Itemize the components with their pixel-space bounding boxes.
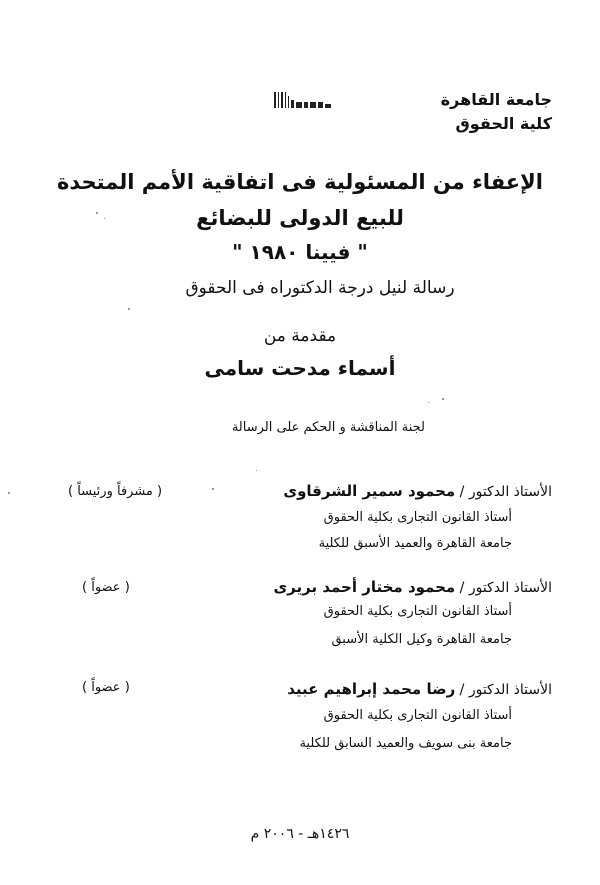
member-2-name: محمود مختار أحمد بريرى <box>273 578 456 596</box>
scan-speck <box>256 470 257 471</box>
degree-line: رسالة لنيل درجة الدكتوراه فى الحقوق <box>185 278 455 298</box>
member-3-title: أستاذ القانون التجارى بكلية الحقوق <box>323 708 512 723</box>
member-1-prefix: الأستاذ الدكتور / <box>459 484 552 500</box>
title-line-1: الإعفاء من المسئولية فى اتفاقية الأمم المتحدة <box>57 170 543 194</box>
scan-speck <box>212 488 214 490</box>
member-2-affiliation: جامعة القاهرة وكيل الكلية الأسبق <box>331 632 512 647</box>
scan-speck <box>442 398 444 400</box>
university-name: جامعة القاهرة <box>440 90 552 109</box>
committee-heading: لجنة المناقشة و الحكم على الرسالة <box>231 420 425 435</box>
barcode-icon <box>272 92 334 108</box>
author-name: أسماء مدحت سامى <box>204 356 396 380</box>
member-2-title: أستاذ القانون التجارى بكلية الحقوق <box>323 604 512 619</box>
scan-speck <box>96 212 98 214</box>
member-2-prefix: الأستاذ الدكتور / <box>459 580 552 596</box>
member-1-role: ( مشرفاً ورئيساً ) <box>68 484 163 499</box>
scan-speck <box>8 492 10 494</box>
title-line-3: " فيينا ١٩٨٠ " <box>232 240 368 264</box>
member-3-affiliation: جامعة بنى سويف والعميد السابق للكلية <box>299 736 512 751</box>
member-3-role: ( عضواً ) <box>82 680 130 695</box>
title-line-2: للبيع الدولى للبضائع <box>196 206 404 230</box>
scan-speck <box>428 402 429 403</box>
member-2-role: ( عضواً ) <box>82 580 130 595</box>
member-1-name-line <box>283 482 552 500</box>
member-1-title: أستاذ القانون التجارى بكلية الحقوق <box>323 510 512 525</box>
scan-speck <box>104 218 105 219</box>
presented-by: مقدمة من <box>263 326 337 346</box>
member-2-name-line <box>273 578 552 596</box>
member-3-prefix: الأستاذ الدكتور / <box>459 682 552 698</box>
member-1-affiliation: جامعة القاهرة والعميد الأسبق للكلية <box>318 536 512 551</box>
university-header <box>441 88 552 136</box>
member-1-name: محمود سمير الشرقاوى <box>283 482 456 500</box>
faculty-name: كلية الحقوق <box>455 114 552 133</box>
scan-speck <box>128 308 130 310</box>
member-3-name: رضا محمد إبراهيم عبيد <box>287 680 456 698</box>
date-line: ١٤٢٦هـ - ٢٠٠٦ م <box>250 826 350 842</box>
member-3-name-line <box>287 680 552 698</box>
